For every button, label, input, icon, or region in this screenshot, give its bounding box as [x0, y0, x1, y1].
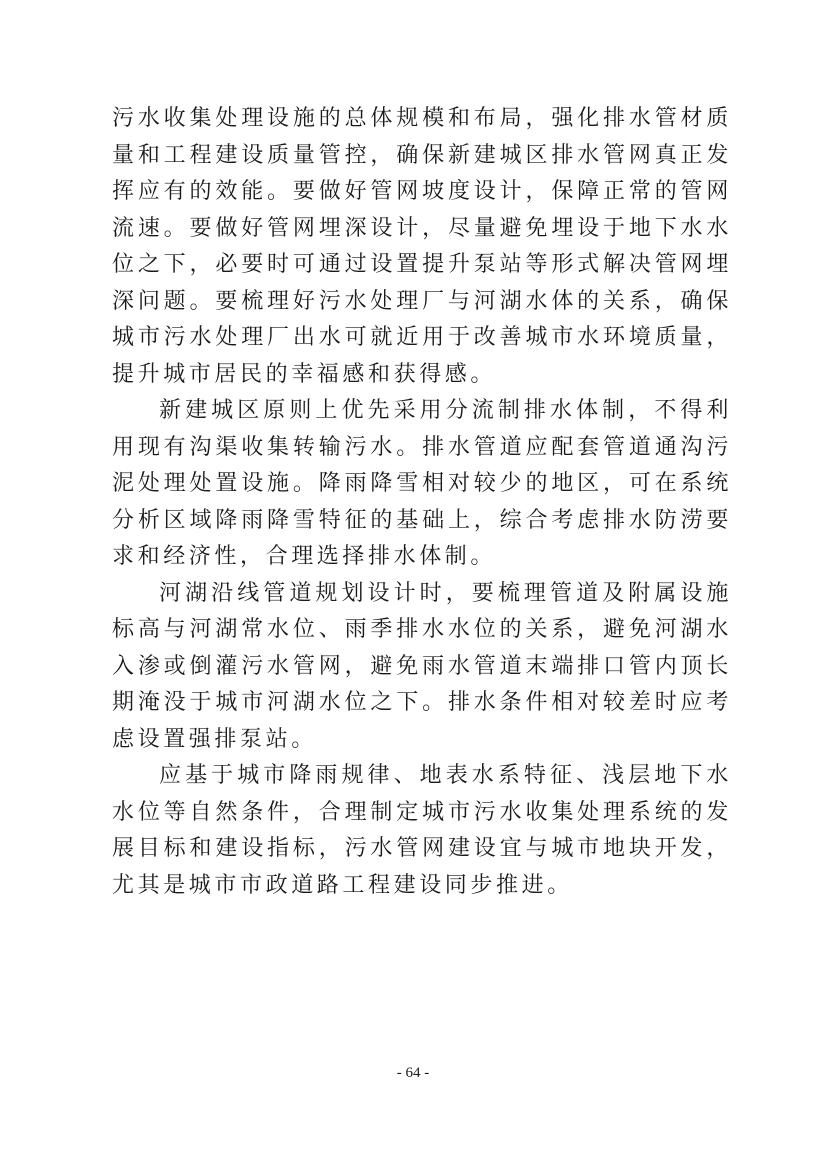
paragraph-riverside-pipes: 河湖沿线管道规划设计时，要梳理管道及附属设施标高与河湖常水位、雨季排水水位的关系，避免河湖水入渗或倒灌污水管网，避免雨水管道末端排口管内顶长期淹没于城市河湖水位之下。排水条件相对较差时应考虑设置强排泵站。	[112, 580, 732, 752]
paragraph-planning-goals: 应基于城市降雨规律、地表水系特征、浅层地下水水位等自然条件，合理制定城市污水收集处理系统的发展目标和建设指标，污水管网建设宜与城市地块开发，尤其是城市市政道路工程建设同步推进。	[112, 763, 732, 898]
paragraph-continued: 污水收集处理设施的总体规模和布局，强化排水管材质量和工程建设质量管控，确保新建城区排水管网真正发挥应有的效能。要做好管网坡度设计，保障正常的管网流速。要做好管网埋深设计，尽量避免埋设于地下水水位之下，必要时可通过设置提升泵站等形式解决管网埋深问题。要梳理好污水处理厂与河湖水体的关系，确保城市污水处理厂出水可就近用于改善城市水环境质量，提升城市居民的幸福感和获得感。	[112, 106, 732, 387]
paragraph-drainage-system: 新建城区原则上优先采用分流制排水体制，不得利用现有沟渠收集转输污水。排水管道应配套管道通沟污泥处理处置设施。降雨降雪相对较少的地区，可在系统分析区域降雨降雪特征的基础上，综合考虑排水防涝要求和经济性，合理选择排水体制。	[112, 398, 732, 569]
body-text	[112, 101, 732, 904]
page-number: - 64 -	[396, 1065, 430, 1081]
